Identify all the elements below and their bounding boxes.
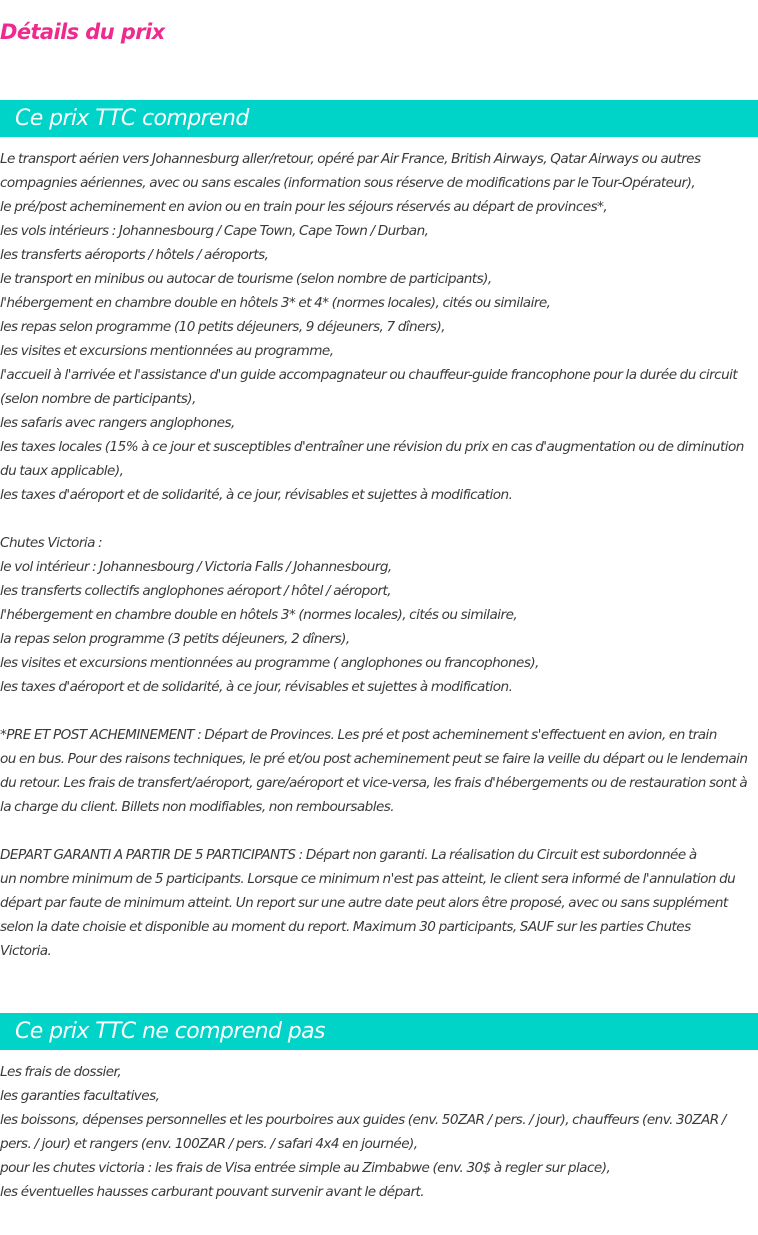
included-line: Le transport aérien vers Johannesburg aller/retour, opéré par Air France, British Airways, Qatar Airways ou autres bbox=[0, 151, 701, 167]
included-line: les repas selon programme (10 petits déjeuners, 9 déjeuners, 7 dîners), bbox=[0, 319, 445, 335]
pre-post-line: ou en bus. Pour des raisons techniques, le pré et/ou post acheminement peut se faire la veille du départ ou le lendemain bbox=[0, 751, 748, 767]
pre-post-line: *PRE ET POST ACHEMINEMENT : Départ de Provinces. Les pré et post acheminement s'effectuent en avion, en train bbox=[0, 727, 717, 743]
excluded-section-heading: Ce prix TTC ne comprend pas bbox=[0, 1013, 758, 1050]
guarantee-line: selon la date choisie et disponible au moment du report. Maximum 30 participants, SAUF sur les parties Chutes bbox=[0, 919, 691, 935]
included-line: les vols intérieurs : Johannesbourg / Cape Town, Cape Town / Durban, bbox=[0, 223, 429, 239]
victoria-line: les transferts collectifs anglophones aéroport / hôtel / aéroport, bbox=[0, 583, 392, 599]
page-title: Détails du prix bbox=[0, 20, 165, 44]
victoria-falls-list bbox=[0, 531, 758, 699]
victoria-line: les taxes d'aéroport et de solidarité, à ce jour, révisables et sujettes à modification. bbox=[0, 679, 513, 695]
included-line: le transport en minibus ou autocar de tourisme (selon nombre de participants), bbox=[0, 271, 492, 287]
included-line: les taxes d'aéroport et de solidarité, à ce jour, révisables et sujettes à modification. bbox=[0, 487, 513, 503]
guarantee-line: Victoria. bbox=[0, 943, 52, 959]
excluded-line: Les frais de dossier, bbox=[0, 1064, 122, 1080]
excluded-line: les boissons, dépenses personnelles et les pourboires aux guides (env. 50ZAR / pers. / jour), chauffeurs (env. 30ZAR / bbox=[0, 1112, 726, 1128]
included-line: l'accueil à l'arrivée et l'assistance d'un guide accompagnateur ou chauffeur-guide francophone pour la durée du circuit bbox=[0, 367, 738, 383]
included-section-heading: Ce prix TTC comprend bbox=[0, 100, 758, 137]
excluded-line: pour les chutes victoria : les frais de Visa entrée simple au Zimbabwe (env. 30$ à regler sur place), bbox=[0, 1160, 611, 1176]
included-list bbox=[0, 147, 758, 507]
guarantee-line: un nombre minimum de 5 participants. Lorsque ce minimum n'est pas atteint, le client sera informé de l'annulation du bbox=[0, 871, 736, 887]
pre-post-line: la charge du client. Billets non modifiables, non remboursables. bbox=[0, 799, 395, 815]
guarantee-line: DEPART GARANTI A PARTIR DE 5 PARTICIPANTS : Départ non garanti. La réalisation du Circuit est subordonnée à bbox=[0, 847, 697, 863]
pre-post-line: du retour. Les frais de transfert/aéroport, gare/aéroport et vice-versa, les frais d'hébergements ou de restauration sont à bbox=[0, 775, 748, 791]
victoria-line: le vol intérieur : Johannesbourg / Victoria Falls / Johannesbourg, bbox=[0, 559, 392, 575]
excluded-line: pers. / jour) et rangers (env. 100ZAR / pers. / safari 4x4 en journée), bbox=[0, 1136, 418, 1152]
guaranteed-departure-note bbox=[0, 843, 758, 963]
included-line: l'hébergement en chambre double en hôtels 3* et 4* (normes locales), cités ou similaire, bbox=[0, 295, 551, 311]
victoria-line: Chutes Victoria : bbox=[0, 535, 103, 551]
included-line: les safaris avec rangers anglophones, bbox=[0, 415, 235, 431]
included-line: les transferts aéroports / hôtels / aéroports, bbox=[0, 247, 269, 263]
pre-post-routing-note bbox=[0, 723, 758, 819]
included-line: du taux applicable), bbox=[0, 463, 124, 479]
excluded-line: les éventuelles hausses carburant pouvant survenir avant le départ. bbox=[0, 1184, 425, 1200]
victoria-line: la repas selon programme (3 petits déjeuners, 2 dîners), bbox=[0, 631, 350, 647]
included-line: compagnies aériennes, avec ou sans escales (information sous réserve de modifications par le Tour-Opérateur), bbox=[0, 175, 696, 191]
included-line: les visites et excursions mentionnées au programme, bbox=[0, 343, 334, 359]
guarantee-line: départ par faute de minimum atteint. Un report sur une autre date peut alors être proposé, avec ou sans supplément bbox=[0, 895, 728, 911]
excluded-line: les garanties facultatives, bbox=[0, 1088, 160, 1104]
excluded-list bbox=[0, 1060, 758, 1204]
included-line: les taxes locales (15% à ce jour et susceptibles d'entraîner une révision du prix en cas d'augmentation ou de diminution bbox=[0, 439, 744, 455]
victoria-line: l'hébergement en chambre double en hôtels 3* (normes locales), cités ou similaire, bbox=[0, 607, 518, 623]
victoria-line: les visites et excursions mentionnées au programme ( anglophones ou francophones), bbox=[0, 655, 539, 671]
included-line: le pré/post acheminement en avion ou en train pour les séjours réservés au départ de provinces*, bbox=[0, 199, 608, 215]
included-line: (selon nombre de participants), bbox=[0, 391, 196, 407]
